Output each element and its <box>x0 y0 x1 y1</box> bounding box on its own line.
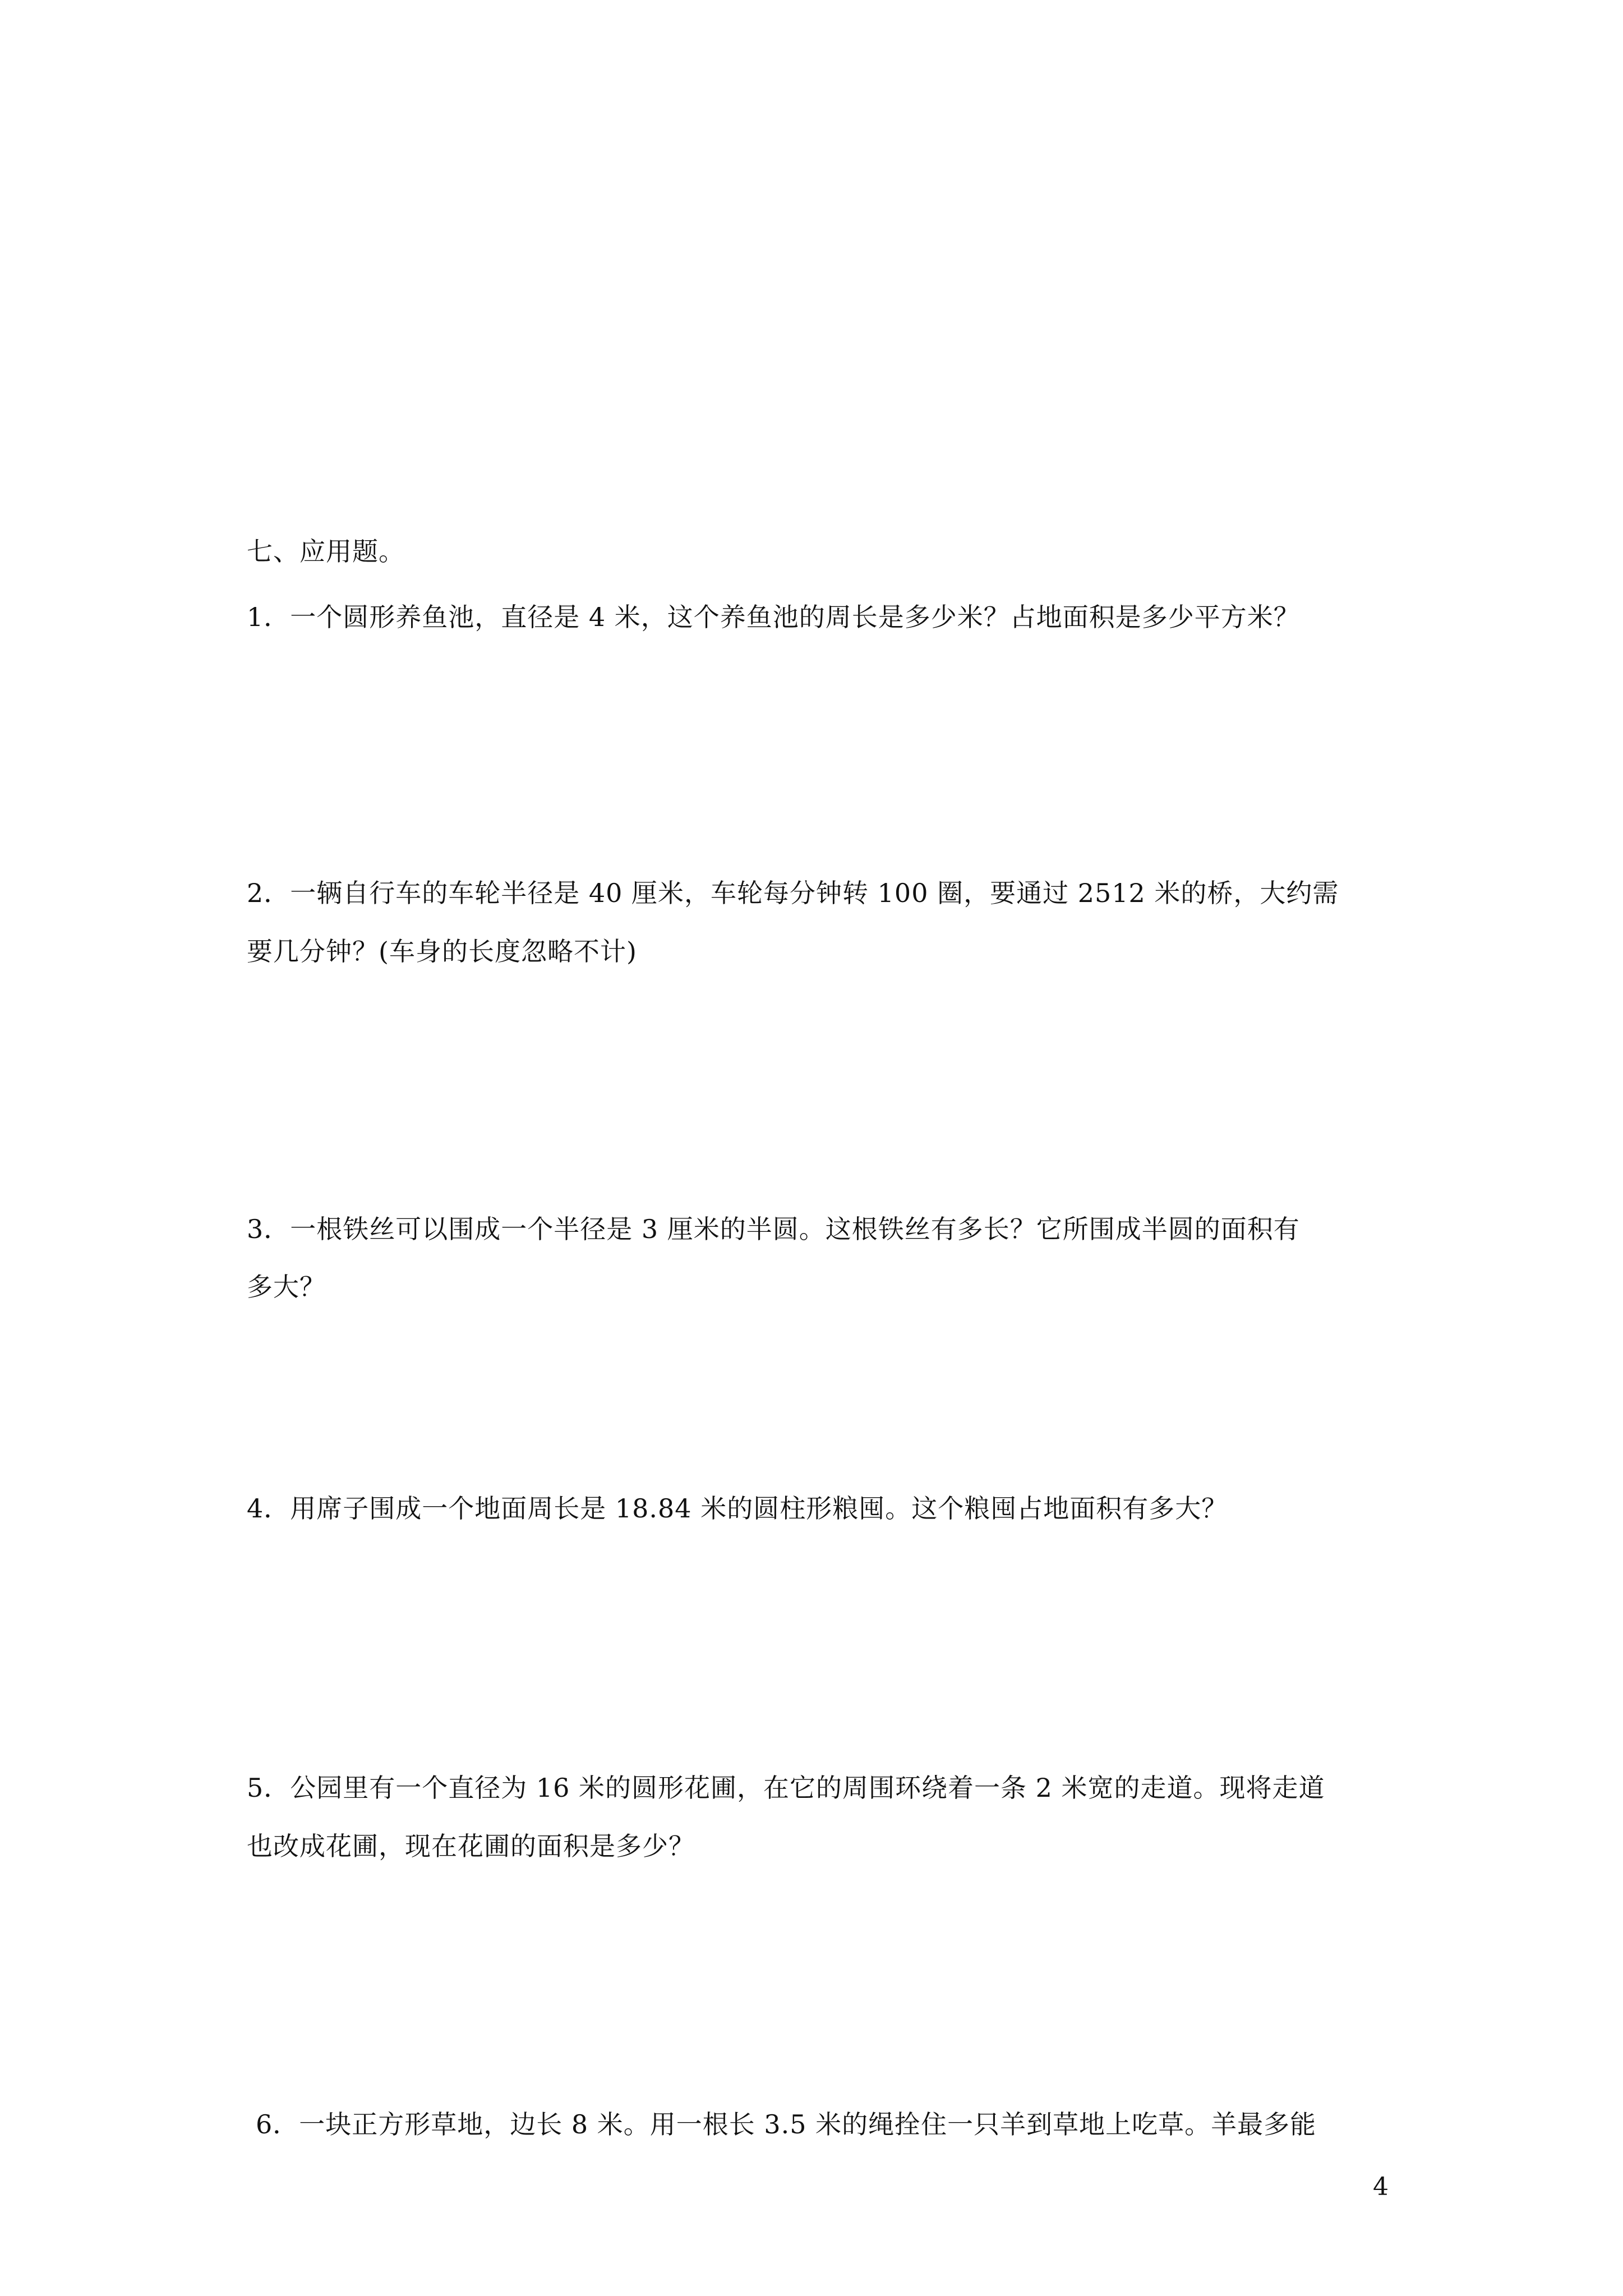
question-1-line-1: 1．一个圆形养鱼池，直径是 4 米，这个养鱼池的周长是多少米？占地面积是多少平方米？ <box>247 602 1300 632</box>
question-4-line-1: 4．用席子围成一个地面周长是 18.84 米的圆柱形粮囤。这个粮囤占地面积有多大？ <box>247 1493 1228 1524</box>
question-6-line-1: 6．一块正方形草地，边长 8 米。用一根长 3.5 米的绳拴住一只羊到草地上吃草。羊最多能 <box>256 2109 1317 2139</box>
question-5-line-1: 5．公园里有一个直径为 16 米的圆形花圃，在它的周围环绕着一条 2 米宽的走道。现将走道 <box>247 1773 1325 1803</box>
question-2-line-2: 要几分钟？(车身的长度忽略不计) <box>247 936 637 967</box>
question-5-line-2: 也改成花圃，现在花圃的面积是多少？ <box>247 1831 695 1861</box>
section-title: 七、应用题。 <box>247 536 405 567</box>
page-number: 4 <box>1373 2173 1389 2201</box>
question-3-line-1: 3．一根铁丝可以围成一个半径是 3 厘米的半圆。这根铁丝有多长？它所围成半圆的面积有 <box>247 1214 1300 1244</box>
question-3-line-2: 多大？ <box>247 1272 326 1302</box>
question-2-line-1: 2．一辆自行车的车轮半径是 40 厘米，车轮每分钟转 100 圈，要通过 2512 米的桥，大约需 <box>247 878 1339 908</box>
